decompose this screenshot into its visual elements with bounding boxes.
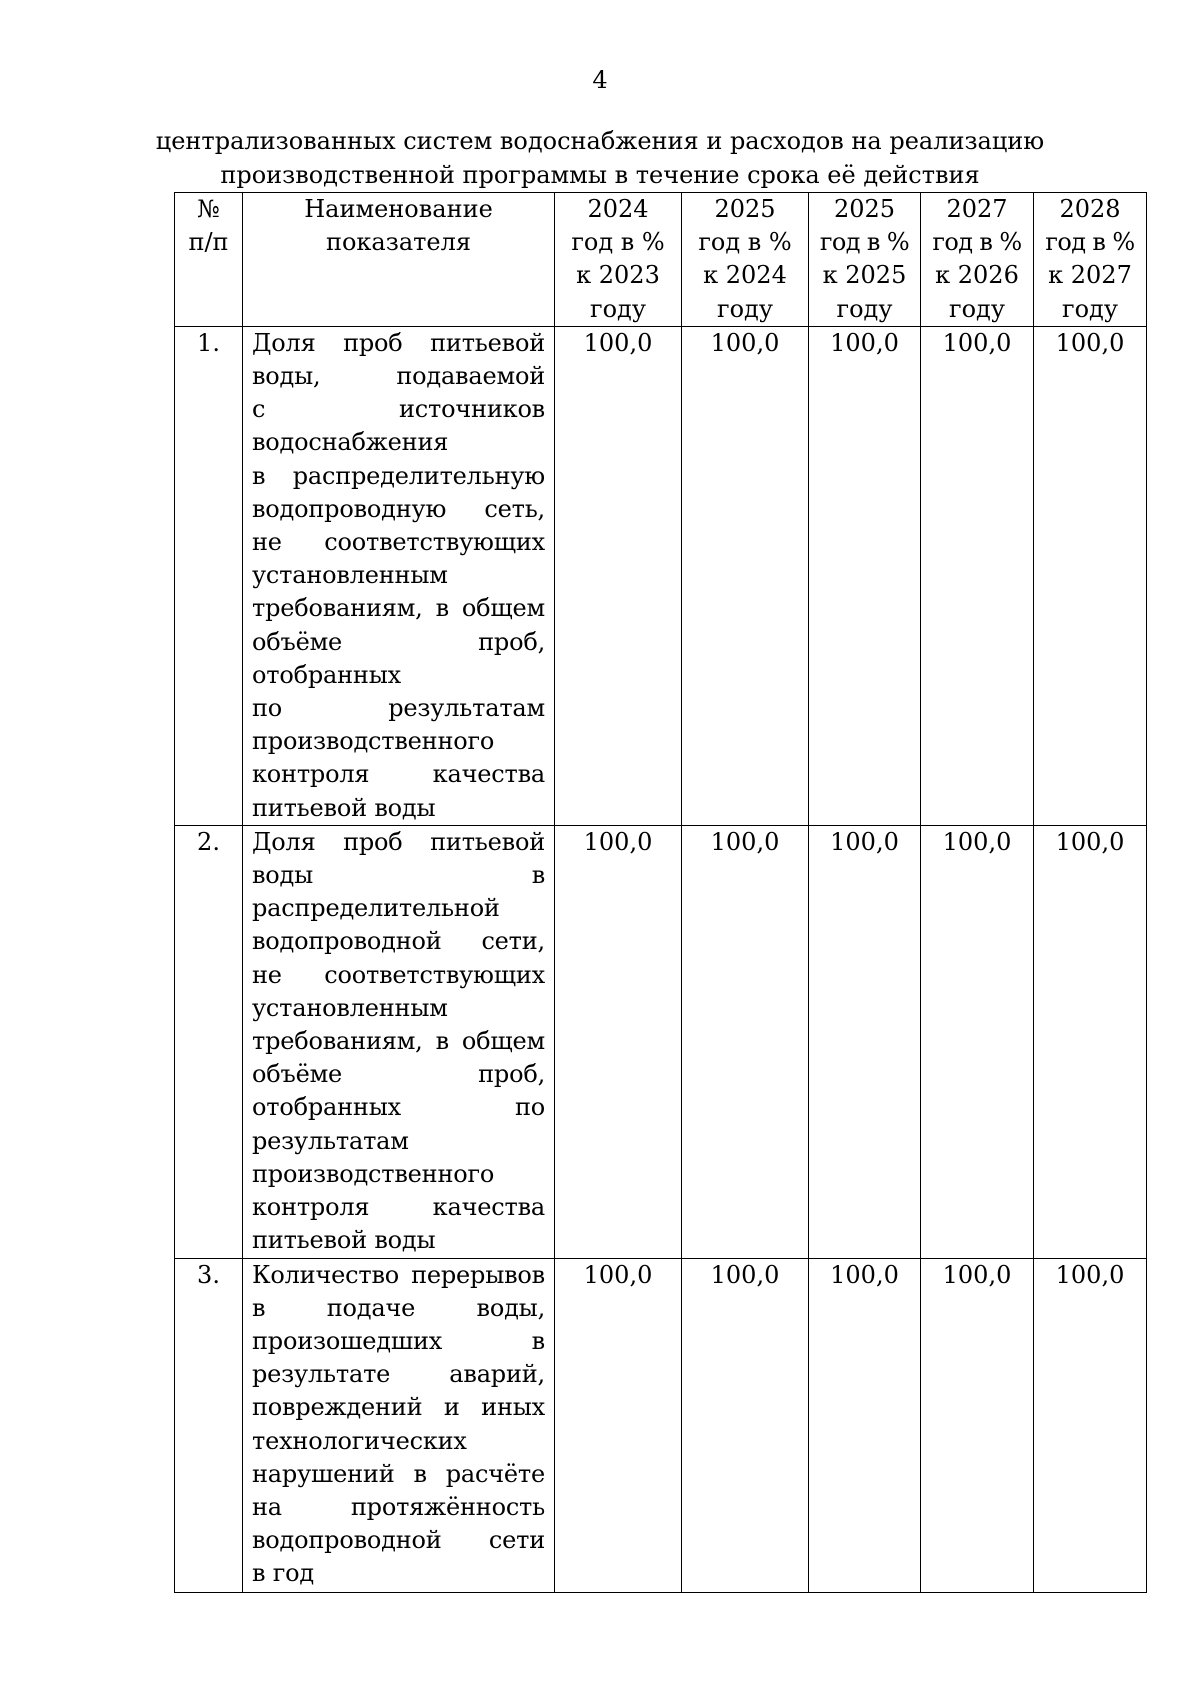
indicator-name-line: водоснабжения [252, 428, 449, 457]
indicator-name-line: отобранных [252, 660, 401, 689]
header-year-2025-a [682, 193, 809, 327]
header-year-2024 [555, 193, 682, 327]
indicator-name-line: требованиям, в общем [252, 1027, 545, 1056]
value-cell: 100,0 [809, 326, 921, 825]
value-cell: 100,0 [809, 1258, 921, 1592]
indicator-name-line: контроля качества [252, 1193, 545, 1222]
indicator-name-line: повреждений и иных [252, 1393, 545, 1422]
value-cell: 100,0 [555, 825, 682, 1258]
indicator-name [243, 326, 555, 825]
header-year-line: год в % [571, 228, 665, 257]
header-year-line: 2025 [714, 195, 776, 223]
row-num: 2. [175, 825, 243, 1258]
header-year-line: год в % [819, 228, 910, 257]
header-year-line: году [590, 294, 646, 323]
indicator-name-line: результате аварий, [252, 1360, 545, 1389]
caption-line: централизованных систем водоснабжения и расходов на реализацию [155, 127, 1045, 155]
table-row [175, 326, 1147, 825]
row-num: 1. [175, 326, 243, 825]
header-num-line: № [197, 195, 220, 223]
indicator-name-line: отобранных по [252, 1093, 545, 1122]
indicator-name-line: распределительной [252, 894, 500, 923]
indicator-name-line: объёме проб, [252, 1060, 545, 1089]
value-cell: 100,0 [809, 825, 921, 1258]
indicator-name-line: контроля качества [252, 760, 545, 789]
indicator-name [243, 1258, 555, 1592]
header-year-line: 2028 [1059, 195, 1121, 223]
table-header-row [175, 193, 1147, 327]
indicator-name-line: воды в [252, 861, 545, 890]
header-year-line: к 2027 [1048, 261, 1132, 290]
indicator-name [243, 825, 555, 1258]
header-year-line: к 2026 [935, 261, 1019, 290]
header-year-line: к 2024 [703, 261, 787, 290]
header-year-line: к 2023 [576, 261, 660, 290]
indicator-name-line: на протяжённость [252, 1492, 545, 1521]
indicator-name-line: произошедших в [252, 1326, 545, 1355]
header-year-line: год в % [1045, 228, 1135, 257]
value-cell: 100,0 [682, 1258, 809, 1592]
indicator-name-line: в год [252, 1559, 314, 1588]
indicator-name-line: не соответствующих [252, 528, 545, 557]
indicator-name-line: объёме проб, [252, 627, 545, 656]
header-name-line: Наименование [304, 195, 493, 223]
indicator-name-line: требованиям, в общем [252, 594, 545, 623]
header-year-line: 2025 [833, 195, 896, 223]
indicator-name-line: результатам [252, 1126, 409, 1155]
indicator-name-line: в подаче воды, [252, 1293, 545, 1322]
header-year-line: году [949, 294, 1005, 323]
value-cell: 100,0 [921, 326, 1034, 825]
header-num-line: п/п [188, 228, 229, 257]
table-row [175, 1258, 1147, 1592]
indicator-name-line: по результатам [252, 694, 545, 723]
indicator-name-line: производственного [252, 727, 495, 756]
indicator-name-line: в распределительную [252, 461, 545, 490]
indicator-name-line: Доля проб питьевой [252, 827, 545, 856]
indicator-name-line: установленным [252, 993, 448, 1022]
table-row [175, 825, 1147, 1258]
value-cell: 100,0 [682, 825, 809, 1258]
indicator-name-line: воды, подаваемой [252, 362, 545, 391]
value-cell: 100,0 [555, 1258, 682, 1592]
indicator-name-line: водопроводную сеть, [252, 494, 545, 523]
value-cell: 100,0 [1034, 326, 1147, 825]
header-year-2025-b [809, 193, 921, 327]
row-num: 3. [175, 1258, 243, 1592]
header-year-line: год в % [698, 228, 792, 257]
header-year-line: год в % [932, 228, 1022, 257]
indicator-name-line: не соответствующих [252, 960, 545, 989]
header-year-line: году [1062, 294, 1118, 323]
value-cell: 100,0 [921, 825, 1034, 1258]
header-year-2028 [1034, 193, 1147, 327]
header-name [243, 193, 555, 327]
value-cell: 100,0 [921, 1258, 1034, 1592]
header-year-line: к 2025 [822, 261, 907, 290]
value-cell: 100,0 [682, 326, 809, 825]
header-num [175, 193, 243, 327]
header-year-line: 2027 [946, 195, 1008, 223]
indicator-name-line: нарушений в расчёте [252, 1459, 545, 1488]
header-year-line: году [717, 294, 773, 323]
header-year-line: году [836, 294, 893, 323]
header-name-line: показателя [325, 228, 472, 257]
header-year-line: 2024 [587, 195, 649, 223]
indicators-table [174, 192, 1147, 1593]
indicator-name-line: водопроводной сети [252, 1526, 545, 1555]
value-cell: 100,0 [555, 326, 682, 825]
indicator-name-line: технологических [252, 1426, 467, 1455]
indicator-name-line: Доля проб питьевой [252, 328, 545, 357]
indicator-name-line: питьевой воды [252, 1226, 436, 1255]
value-cell: 100,0 [1034, 1258, 1147, 1592]
indicator-name-line: водопроводной сети, [252, 927, 545, 956]
caption-line: производственной программы в течение срока её действия [220, 161, 980, 189]
indicator-name-line: установленным [252, 561, 448, 590]
value-cell: 100,0 [1034, 825, 1147, 1258]
indicator-name-line: производственного [252, 1159, 495, 1188]
indicator-name-line: Количество перерывов [252, 1260, 545, 1289]
indicator-name-line: с источников [252, 395, 545, 424]
indicator-name-line: питьевой воды [252, 793, 436, 822]
table-caption [150, 124, 1050, 192]
page-number: 4 [592, 66, 608, 94]
header-year-2027 [921, 193, 1034, 327]
